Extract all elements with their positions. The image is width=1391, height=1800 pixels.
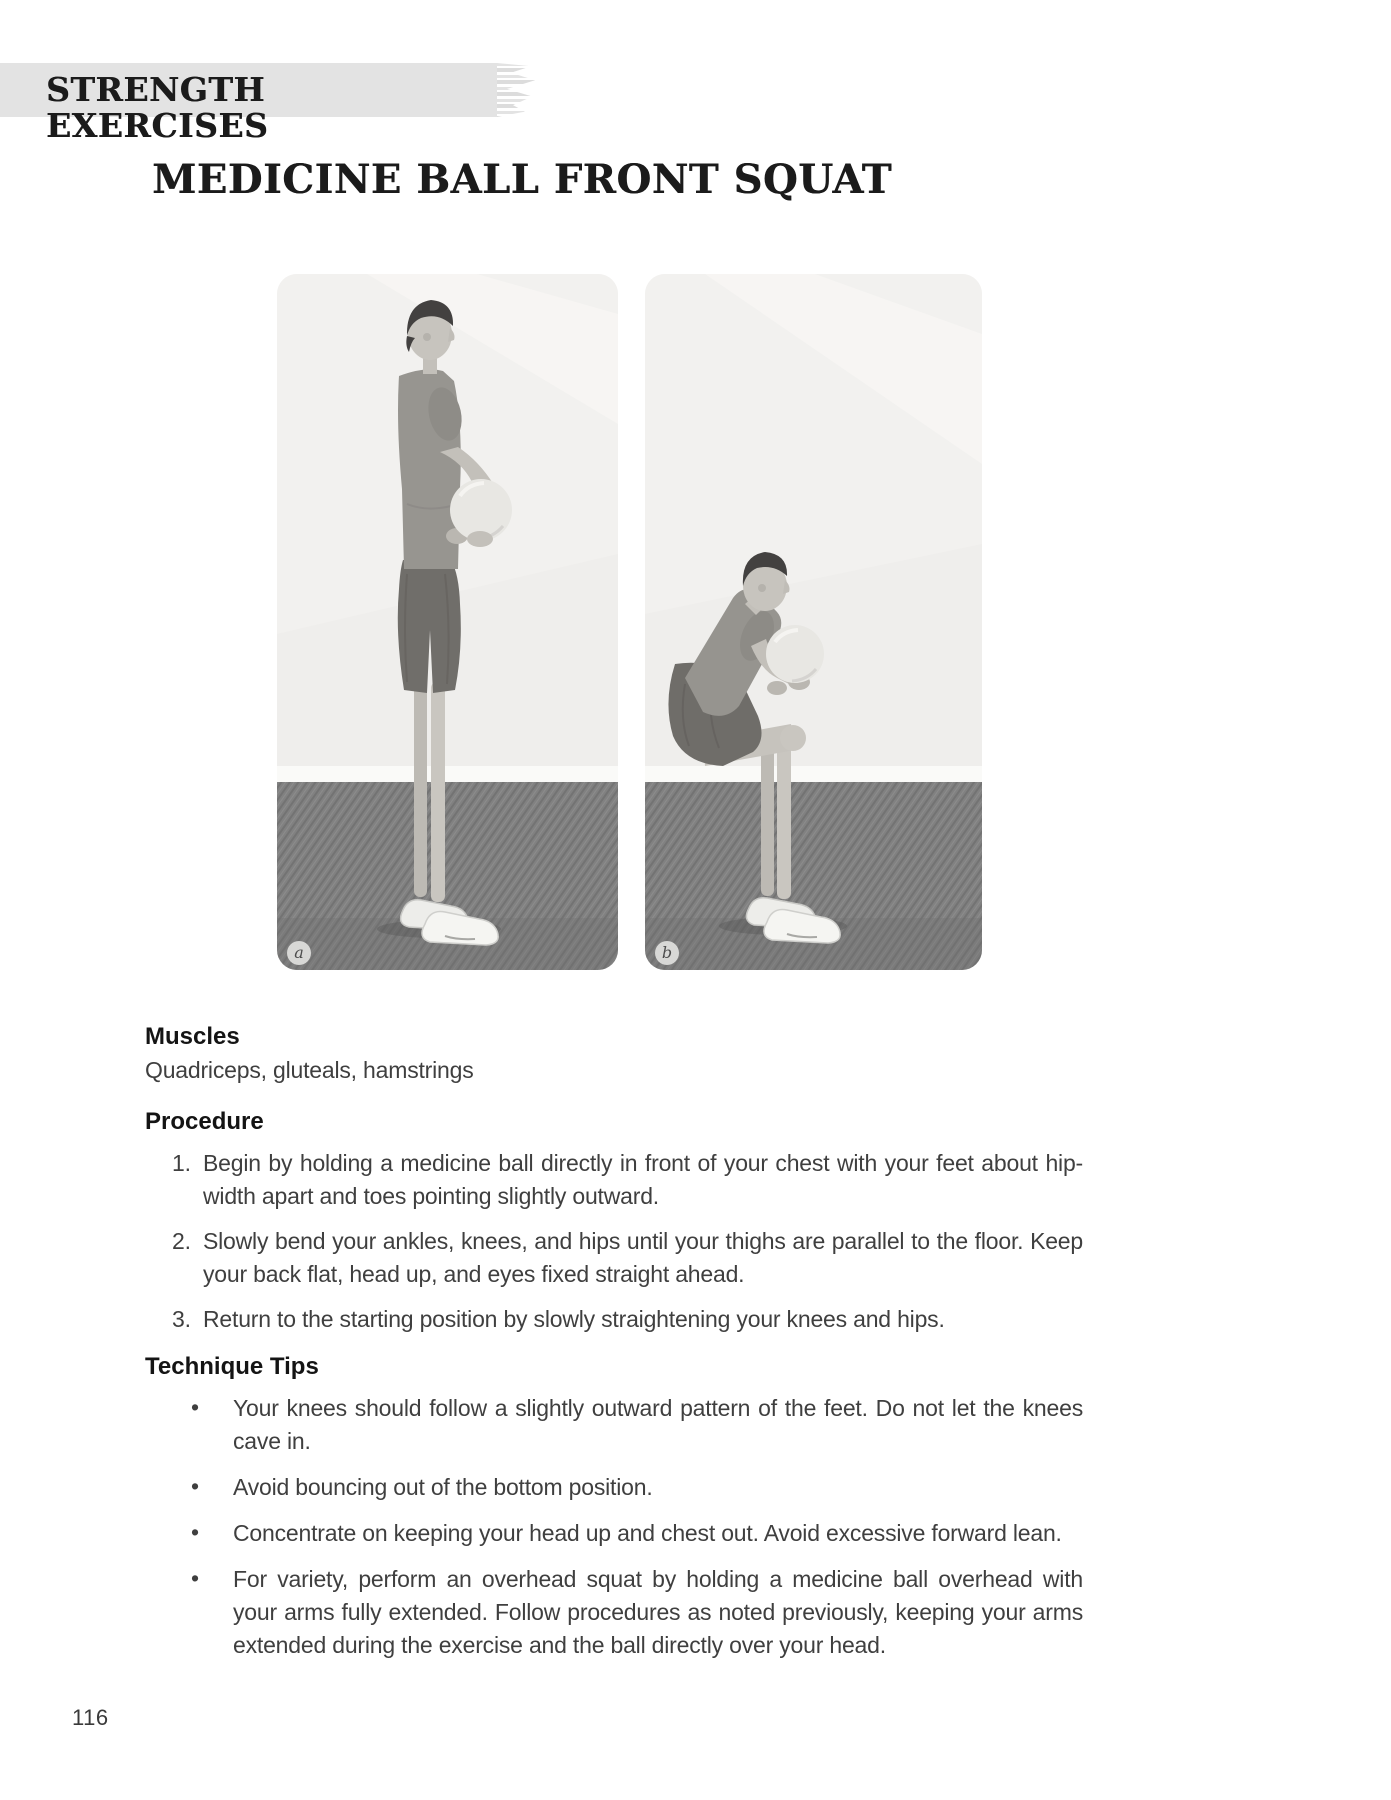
photo-b-illustration bbox=[645, 274, 982, 970]
bullet-icon: • bbox=[191, 1565, 199, 1591]
procedure-steps bbox=[145, 1147, 1083, 1336]
step-number: 1. bbox=[172, 1150, 191, 1176]
procedure-step bbox=[145, 1225, 1083, 1291]
chapter-header-label: STRENGTH EXERCISES bbox=[46, 70, 269, 145]
step-text: Begin by holding a medicine ball directly in front of your chest with your feet about hip-width apart and toes pointing slightly outward. bbox=[203, 1150, 1083, 1209]
bullet-icon: • bbox=[191, 1473, 199, 1499]
tip-text: Your knees should follow a slightly outward pattern of the feet. Do not let the knees cave in. bbox=[233, 1395, 1083, 1454]
technique-tip bbox=[145, 1471, 1083, 1504]
page-number: 116 bbox=[72, 1705, 109, 1730]
exercise-photo-b bbox=[645, 274, 982, 970]
technique-tip bbox=[145, 1563, 1083, 1662]
photo-a-illustration bbox=[277, 274, 618, 970]
step-number: 3. bbox=[172, 1306, 191, 1332]
tip-text: Concentrate on keeping your head up and chest out. Avoid excessive forward lean. bbox=[233, 1520, 1062, 1546]
technique-tips-heading: Technique Tips bbox=[145, 1353, 319, 1380]
bullet-icon: • bbox=[191, 1519, 199, 1545]
procedure-heading: Procedure bbox=[145, 1108, 264, 1135]
muscles-heading: Muscles bbox=[145, 1023, 240, 1050]
technique-tip bbox=[145, 1392, 1083, 1458]
procedure-step bbox=[145, 1147, 1083, 1213]
step-number: 2. bbox=[172, 1228, 191, 1254]
chapter-header-band bbox=[0, 63, 497, 145]
step-text: Slowly bend your ankles, knees, and hips until your thighs are parallel to the floor. Keep your back flat, head up, and eyes fixed straight ahead. bbox=[203, 1228, 1083, 1287]
tip-text: For variety, perform an overhead squat by holding a medicine ball overhead with your arms fully extended. Follow procedures as noted previously, keeping your arms extended during the exercise and the ball directly over your head. bbox=[233, 1566, 1083, 1658]
photo-a-label: a bbox=[287, 941, 311, 965]
exercise-photo-a bbox=[277, 274, 618, 970]
step-text: Return to the starting position by slowly straightening your knees and hips. bbox=[203, 1306, 945, 1332]
photo-b-label: b bbox=[655, 941, 679, 965]
bullet-icon: • bbox=[191, 1394, 199, 1420]
page-title: MEDICINE BALL FRONT SQUAT bbox=[152, 156, 892, 203]
muscles-list: Quadriceps, gluteals, hamstrings bbox=[145, 1057, 474, 1083]
exercise-text bbox=[145, 1022, 1083, 1662]
tip-text: Avoid bouncing out of the bottom position. bbox=[233, 1474, 653, 1500]
technique-tips-list bbox=[145, 1392, 1083, 1662]
procedure-step bbox=[145, 1303, 1083, 1336]
technique-tip bbox=[145, 1517, 1083, 1550]
